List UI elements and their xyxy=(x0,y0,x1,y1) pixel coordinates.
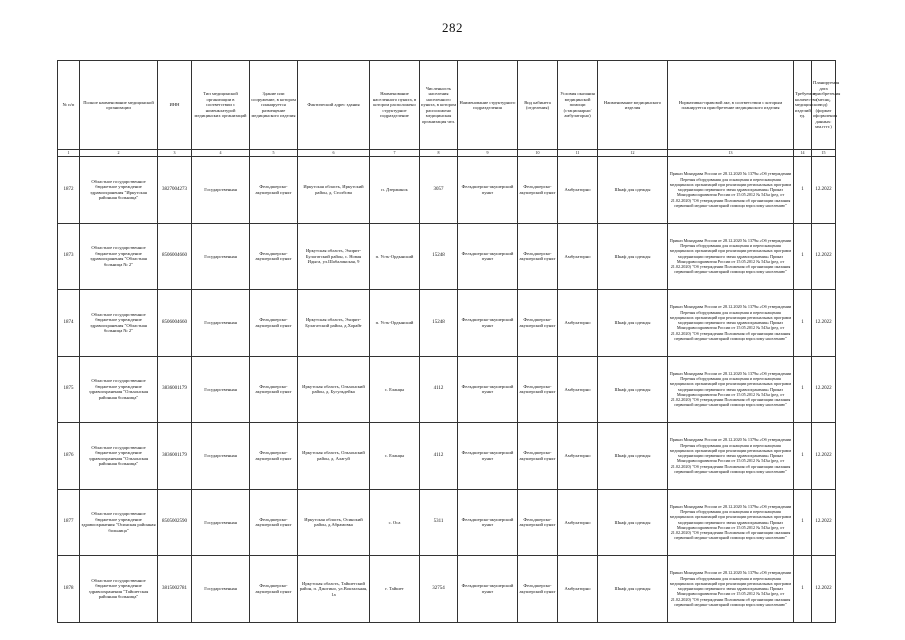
table-row xyxy=(58,489,836,556)
header-cell: Численность населения населенного пункта, в котором расположено медицинская организация чел. xyxy=(420,61,458,150)
date-cell: 12.2022 xyxy=(812,489,836,556)
table-row xyxy=(58,356,836,423)
header-cell: Наименование структурного подразделения xyxy=(458,61,518,150)
device-cell: Шкаф для одежды xyxy=(598,223,668,290)
building-cell: Фельдшерско-акушерский пункт xyxy=(250,223,298,290)
inn-cell: 8506004660 xyxy=(158,223,192,290)
header-cell: Полное наименование медицинской организации xyxy=(80,61,158,150)
org-name: Областное государственное бюджетное учреждение здравоохранения "Иркутская районная больница" xyxy=(80,157,158,224)
regulation-cell: Приказ Минздрава России от 28.12.2020 № 1379н «Об утверждении Перечня оборудования для оснащения и переоснащения медицинских организаций при реализации региональных программ модернизации первичного звена здравоохранения» Приказ Минздравсоцразвития России от 15.05.2012 № 543н (ред. от 21.02.2020) "Об утверждении Положения об организации оказания первичной медико-санитарной помощи взрослому населению" xyxy=(668,356,794,423)
row-number: 1877 xyxy=(58,489,80,556)
row-number: 1878 xyxy=(58,556,80,623)
row-number: 1874 xyxy=(58,290,80,357)
regulation-cell: Приказ Минздрава России от 28.12.2020 № 1379н «Об утверждении Перечня оборудования для оснащения и переоснащения медицинских организаций при реализации региональных программ модернизации первичного звена здравоохранения» Приказ Минздравсоцразвития России от 15.05.2012 № 543н (ред. от 21.02.2020) "Об утверждении Положения об организации оказания первичной медико-санитарной помощи взрослому населению" xyxy=(668,223,794,290)
header-cell: Здание или сооружение, в котором планируется размещение медицинского изделия xyxy=(250,61,298,150)
org-type: Государственная xyxy=(192,489,250,556)
conditions-cell: Амбулаторно xyxy=(558,556,598,623)
quantity-cell: 1 xyxy=(794,489,812,556)
inn-cell: 3836001179 xyxy=(158,423,192,490)
page-number: 282 xyxy=(442,20,463,35)
row-number: 1875 xyxy=(58,356,80,423)
unit-cell: Фельдшерско-акушерский пункт xyxy=(458,489,518,556)
conditions-cell: Амбулаторно xyxy=(558,356,598,423)
unit-cell: Фельдшерско-акушерский пункт xyxy=(458,223,518,290)
address-cell: Иркутская область, Ольхонский район, д. Бугульдейка xyxy=(298,356,370,423)
device-cell: Шкаф для одежды xyxy=(598,423,668,490)
table-row xyxy=(58,157,836,224)
building-cell: Фельдшерско-акушерский пункт xyxy=(250,356,298,423)
table-row xyxy=(58,223,836,290)
address-cell: Иркутская область, Эхирит-Булагатский район, с. Новая Идыга, ул.Шабалинская, 9 xyxy=(298,223,370,290)
locality-cell: с. Еланцы xyxy=(370,356,420,423)
unit-cell: Фельдшерско-акушерский пункт xyxy=(458,157,518,224)
building-cell: Фельдшерско-акушерский пункт xyxy=(250,290,298,357)
conditions-cell: Амбулаторно xyxy=(558,223,598,290)
locality-cell: г. Тайшет xyxy=(370,556,420,623)
row-number: 1876 xyxy=(58,423,80,490)
header-cell: Наименование населенного пункта, в котором расположено структурное подразделение xyxy=(370,61,420,150)
header-cell: Вид кабинета (отделения) xyxy=(518,61,558,150)
header-cell: Планируемая дата приобретения (месяц, год) (формат оформления данных: мм.гггг.) xyxy=(812,61,836,150)
column-number: 10 xyxy=(518,150,558,157)
regulation-cell: Приказ Минздрава России от 28.12.2020 № 1379н «Об утверждении Перечня оборудования для оснащения и переоснащения медицинских организаций при реализации региональных программ модернизации первичного звена здравоохранения» Приказ Минздравсоцразвития России от 15.05.2012 № 543н (ред. от 21.02.2020) "Об утверждении Положения об организации оказания первичной медико-санитарной помощи взрослому населению" xyxy=(668,556,794,623)
device-cell: Шкаф для одежды xyxy=(598,556,668,623)
column-number: 6 xyxy=(298,150,370,157)
inn-cell: 8506004660 xyxy=(158,290,192,357)
column-number: 11 xyxy=(558,150,598,157)
cabinet-cell: Фельдшерско-акушерский пункт xyxy=(518,290,558,357)
column-number: 15 xyxy=(812,150,836,157)
date-cell: 12.2022 xyxy=(812,356,836,423)
column-number: 12 xyxy=(598,150,668,157)
device-cell: Шкаф для одежды xyxy=(598,489,668,556)
column-number: 7 xyxy=(370,150,420,157)
cabinet-cell: Фельдшерско-акушерский пункт xyxy=(518,356,558,423)
inn-cell: 3815002781 xyxy=(158,556,192,623)
regulation-cell: Приказ Минздрава России от 28.12.2020 № 1379н «Об утверждении Перечня оборудования для оснащения и переоснащения медицинских организаций при реализации региональных программ модернизации первичного звена здравоохранения» Приказ Минздравсоцразвития России от 15.05.2012 № 543н (ред. от 21.02.2020) "Об утверждении Положения об организации оказания первичной медико-санитарной помощи взрослому населению" xyxy=(668,157,794,224)
inn-cell: 8505002590 xyxy=(158,489,192,556)
org-name: Областное государственное бюджетное учреждение здравоохранения "Осинская районная больница" xyxy=(80,489,158,556)
inn-cell: 3827004273 xyxy=(158,157,192,224)
header-cell: № п/п xyxy=(58,61,80,150)
unit-cell: Фельдшерско-акушерский пункт xyxy=(458,423,518,490)
population-cell: 4112 xyxy=(420,423,458,490)
unit-cell: Фельдшерско-акушерский пункт xyxy=(458,556,518,623)
cabinet-cell: Фельдшерско-акушерский пункт xyxy=(518,223,558,290)
inn-cell: 3836001179 xyxy=(158,356,192,423)
address-cell: Иркутская область, Эхирит-Булагатский район, д.Хорайт xyxy=(298,290,370,357)
unit-cell: Фельдшерско-акушерский пункт xyxy=(458,356,518,423)
device-cell: Шкаф для одежды xyxy=(598,157,668,224)
address-cell: Иркутская область, Ольхонский район, д. Алагуй xyxy=(298,423,370,490)
table-row xyxy=(58,290,836,357)
table-row xyxy=(58,556,836,623)
building-cell: Фельдшерско-акушерский пункт xyxy=(250,556,298,623)
population-cell: 15248 xyxy=(420,223,458,290)
address-cell: Иркутская область, Тайшетский район, п. Джогино, ул.Вокзальная, 1а xyxy=(298,556,370,623)
header-cell: Нормативно-правовой акт, в соответствии с которым планируется приобретение медицинского изделия xyxy=(668,61,794,150)
column-number: 2 xyxy=(80,150,158,157)
column-number: 13 xyxy=(668,150,794,157)
date-cell: 12.2022 xyxy=(812,423,836,490)
column-number: 5 xyxy=(250,150,298,157)
org-type: Государственная xyxy=(192,556,250,623)
locality-cell: с. Еланцы xyxy=(370,423,420,490)
date-cell: 12.2022 xyxy=(812,290,836,357)
column-number: 8 xyxy=(420,150,458,157)
date-cell: 12.2022 xyxy=(812,157,836,224)
org-name: Областное государственное бюджетное учреждение здравоохранения "Тайшетская районная больница" xyxy=(80,556,158,623)
population-cell: 4112 xyxy=(420,356,458,423)
column-number: 14 xyxy=(794,150,812,157)
org-type: Государственная xyxy=(192,356,250,423)
row-number: 1873 xyxy=(58,223,80,290)
equipment-table xyxy=(57,60,841,623)
building-cell: Фельдшерско-акушерский пункт xyxy=(250,489,298,556)
locality-cell: с. Оса xyxy=(370,489,420,556)
column-number: 1 xyxy=(58,150,80,157)
population-cell: 32754 xyxy=(420,556,458,623)
conditions-cell: Амбулаторно xyxy=(558,489,598,556)
org-type: Государственная xyxy=(192,223,250,290)
org-name: Областное государственное бюджетное учреждение здравоохранения "Ольхонская районная больница" xyxy=(80,423,158,490)
org-type: Государственная xyxy=(192,290,250,357)
date-cell: 12.2022 xyxy=(812,556,836,623)
org-name: Областное государственное бюджетное учреждение здравоохранения "Областная больница № 2" xyxy=(80,223,158,290)
address-cell: Иркутская область, Осинский район, д.Абрамовка xyxy=(298,489,370,556)
locality-cell: п. Дзержинск xyxy=(370,157,420,224)
conditions-cell: Амбулаторно xyxy=(558,290,598,357)
quantity-cell: 1 xyxy=(794,223,812,290)
header-cell: Фактический адрес здания xyxy=(298,61,370,150)
column-number: 9 xyxy=(458,150,518,157)
building-cell: Фельдшерско-акушерский пункт xyxy=(250,157,298,224)
column-number-row xyxy=(58,150,836,157)
row-number: 1872 xyxy=(58,157,80,224)
header-cell: Условия оказания медицинской помощи (стационарно/амбулаторно) xyxy=(558,61,598,150)
cabinet-cell: Фельдшерско-акушерский пункт xyxy=(518,489,558,556)
org-type: Государственная xyxy=(192,157,250,224)
header-cell: ИНН xyxy=(158,61,192,150)
header-cell: Требуемое количество медицинских изделий, ед. xyxy=(794,61,812,150)
org-name: Областное государственное бюджетное учреждение здравоохранения "Областная больница № 2" xyxy=(80,290,158,357)
table-row xyxy=(58,423,836,490)
regulation-cell: Приказ Минздрава России от 28.12.2020 № 1379н «Об утверждении Перечня оборудования для оснащения и переоснащения медицинских организаций при реализации региональных программ модернизации первичного звена здравоохранения» Приказ Минздравсоцразвития России от 15.05.2012 № 543н (ред. от 21.02.2020) "Об утверждении Положения об организации оказания первичной медико-санитарной помощи взрослому населению" xyxy=(668,489,794,556)
header-row xyxy=(58,61,836,150)
unit-cell: Фельдшерско-акушерский пункт xyxy=(458,290,518,357)
header-cell: Тип медицинской организации в соответствии с номенклатурой медицинских организаций xyxy=(192,61,250,150)
cabinet-cell: Фельдшерско-акушерский пункт xyxy=(518,423,558,490)
org-type: Государственная xyxy=(192,423,250,490)
device-cell: Шкаф для одежды xyxy=(598,356,668,423)
locality-cell: п. Усть-Ордынский xyxy=(370,223,420,290)
population-cell: 5311 xyxy=(420,489,458,556)
date-cell: 12.2022 xyxy=(812,223,836,290)
population-cell: 15248 xyxy=(420,290,458,357)
locality-cell: п. Усть-Ордынский xyxy=(370,290,420,357)
address-cell: Иркутская область, Иркутский район, д. Столбова xyxy=(298,157,370,224)
quantity-cell: 1 xyxy=(794,556,812,623)
conditions-cell: Амбулаторно xyxy=(558,157,598,224)
building-cell: Фельдшерско-акушерский пункт xyxy=(250,423,298,490)
column-number: 3 xyxy=(158,150,192,157)
quantity-cell: 1 xyxy=(794,157,812,224)
quantity-cell: 1 xyxy=(794,290,812,357)
conditions-cell: Амбулаторно xyxy=(558,423,598,490)
quantity-cell: 1 xyxy=(794,423,812,490)
quantity-cell: 1 xyxy=(794,356,812,423)
population-cell: 3057 xyxy=(420,157,458,224)
cabinet-cell: Фельдшерско-акушерский пункт xyxy=(518,157,558,224)
org-name: Областное государственное бюджетное учреждение здравоохранения "Ольхонская районная больница" xyxy=(80,356,158,423)
regulation-cell: Приказ Минздрава России от 28.12.2020 № 1379н «Об утверждении Перечня оборудования для оснащения и переоснащения медицинских организаций при реализации региональных программ модернизации первичного звена здравоохранения» Приказ Минздравсоцразвития России от 15.05.2012 № 543н (ред. от 21.02.2020) "Об утверждении Положения об организации оказания первичной медико-санитарной помощи взрослому населению" xyxy=(668,290,794,357)
header-cell: Наименование медицинского изделия xyxy=(598,61,668,150)
device-cell: Шкаф для одежды xyxy=(598,290,668,357)
column-number: 4 xyxy=(192,150,250,157)
regulation-cell: Приказ Минздрава России от 28.12.2020 № 1379н «Об утверждении Перечня оборудования для оснащения и переоснащения медицинских организаций при реализации региональных программ модернизации первичного звена здравоохранения» Приказ Минздравсоцразвития России от 15.05.2012 № 543н (ред. от 21.02.2020) "Об утверждении Положения об организации оказания первичной медико-санитарной помощи взрослому населению" xyxy=(668,423,794,490)
cabinet-cell: Фельдшерско-акушерский пункт xyxy=(518,556,558,623)
